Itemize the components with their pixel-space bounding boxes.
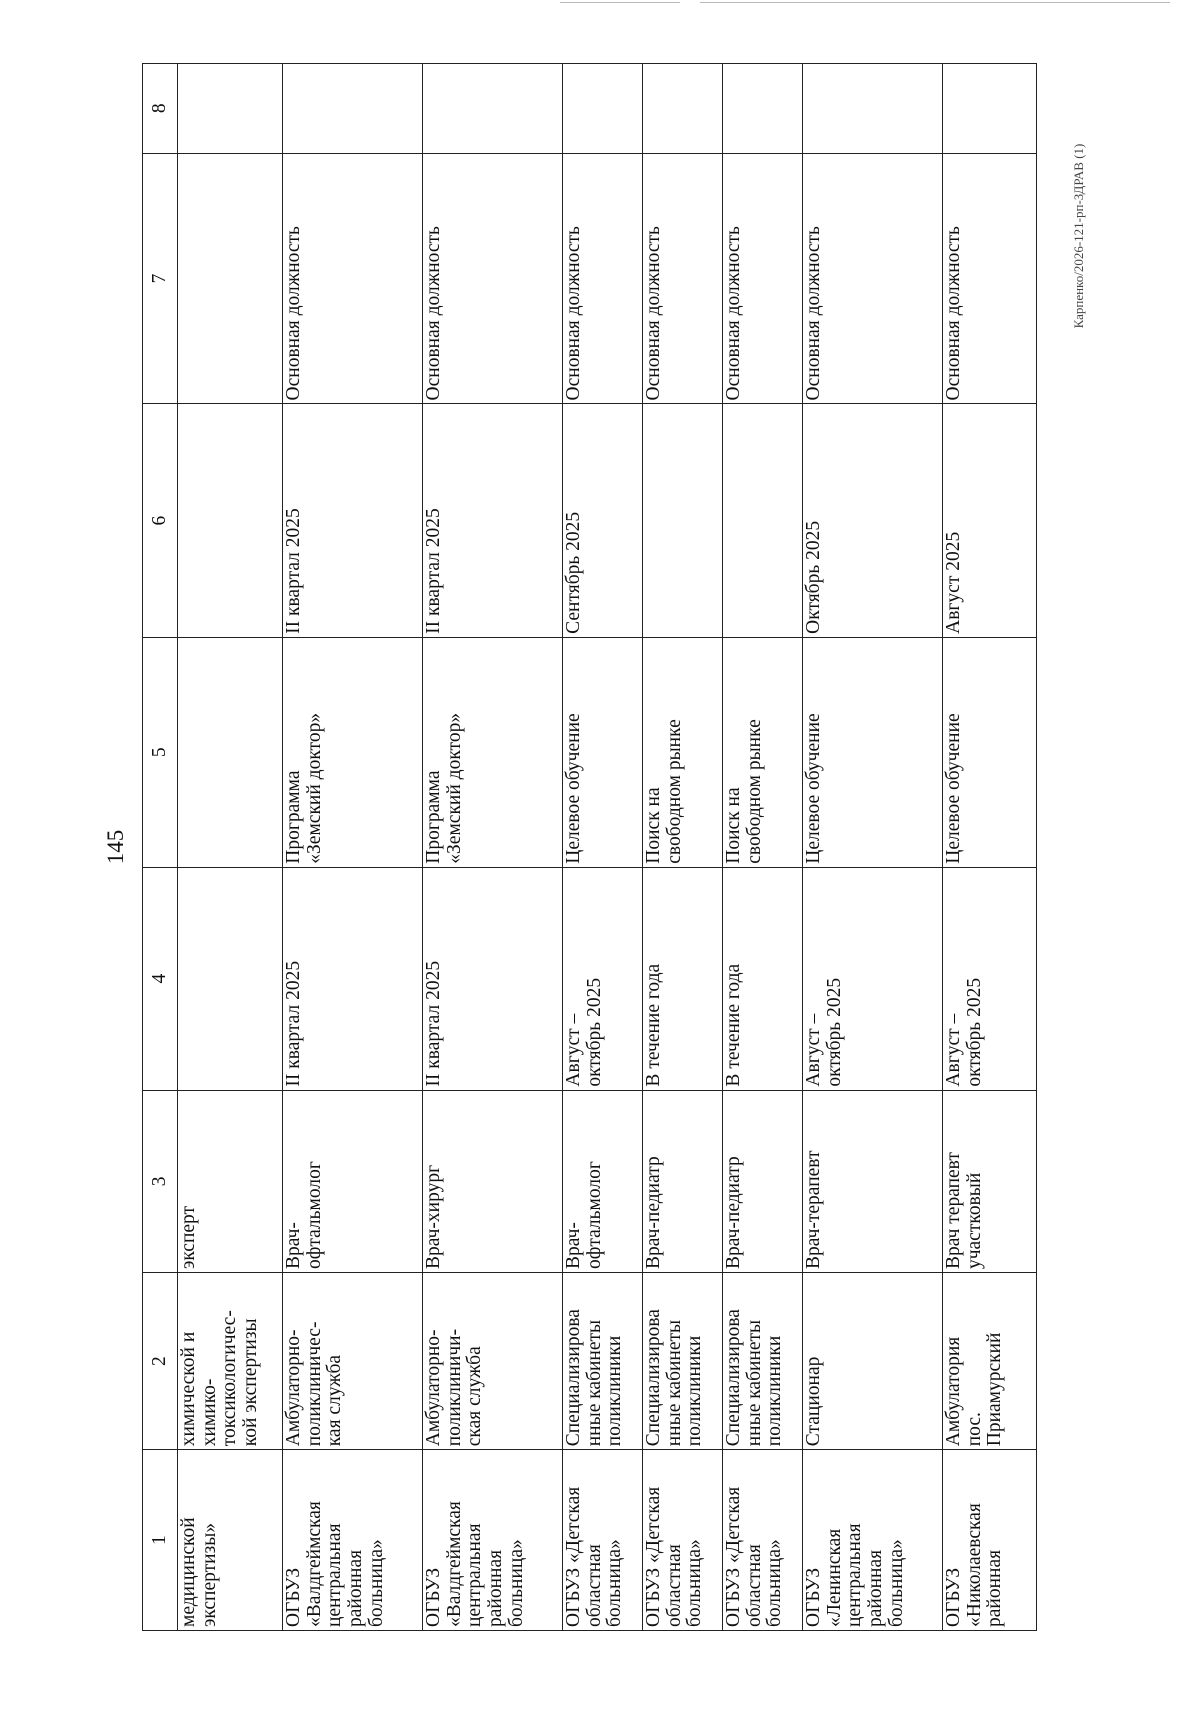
cell-organization: ОГБУЗ «Детская областная больница» <box>563 1450 643 1631</box>
cell-method: Поиск на свободном рынке <box>643 637 723 867</box>
table-row <box>283 64 423 1631</box>
cell-method: Программа «Земский доктор» <box>423 637 563 867</box>
cell-employment-type <box>178 153 283 404</box>
cell-employment-type: Основная должность <box>723 153 803 404</box>
cell-period: II квартал 2025 <box>283 867 423 1090</box>
cell-organization: ОГБУЗ «Валдгеймская центральная районная больница» <box>423 1450 563 1631</box>
cell-employment-type: Основная должность <box>283 153 423 404</box>
cell-note <box>563 64 643 154</box>
cell-position: Врач-педиатр <box>723 1090 803 1272</box>
cell-period: В течение года <box>643 867 723 1090</box>
table-row <box>943 64 1037 1631</box>
cell-start-date <box>178 404 283 637</box>
cell-organization: медицинской экспертизы» <box>178 1450 283 1631</box>
cell-department: Специализирова нные кабинеты поликлиники <box>563 1273 643 1450</box>
table-row <box>563 64 643 1631</box>
cell-method: Целевое обучение <box>803 637 943 867</box>
table-header-row <box>143 64 178 1631</box>
cell-department: Амбулаторно- поликлиничи- ская служба <box>423 1273 563 1450</box>
cell-note <box>803 64 943 154</box>
table-row <box>643 64 723 1631</box>
column-number: 2 <box>143 1273 178 1450</box>
cell-start-date: Октябрь 2025 <box>803 404 943 637</box>
cell-period <box>178 867 283 1090</box>
table-row <box>803 64 943 1631</box>
document-code: Карпенко/2026-121-рп-ЗДРАВ (1) <box>1071 143 1086 329</box>
cell-method: Целевое обучение <box>943 637 1037 867</box>
scan-edge-line <box>560 2 680 3</box>
scan-edge-line <box>700 2 1170 3</box>
cell-department: Специализирова нные кабинеты поликлиники <box>643 1273 723 1450</box>
cell-employment-type: Основная должность <box>943 153 1037 404</box>
cell-start-date: Сентябрь 2025 <box>563 404 643 637</box>
cell-method: Поиск на свободном рынке <box>723 637 803 867</box>
column-number: 6 <box>143 404 178 637</box>
cell-period: В течение года <box>723 867 803 1090</box>
cell-department: химической и химико- токсикологичес- кой экспертизы <box>178 1273 283 1450</box>
cell-employment-type: Основная должность <box>563 153 643 404</box>
cell-department: Специализирова нные кабинеты поликлиники <box>723 1273 803 1450</box>
column-number: 3 <box>143 1090 178 1272</box>
column-number: 8 <box>143 64 178 154</box>
cell-organization: ОГБУЗ «Ленинская центральная районная больница» <box>803 1450 943 1631</box>
cell-start-date <box>643 404 723 637</box>
cell-department: Амбулаторно- поликлиничес- кая служба <box>283 1273 423 1450</box>
cell-position: Врач- офтальмолог <box>563 1090 643 1272</box>
table-row <box>178 64 283 1631</box>
cell-period: Август – октябрь 2025 <box>803 867 943 1090</box>
cell-start-date <box>723 404 803 637</box>
cell-method: Целевое обучение <box>563 637 643 867</box>
table-row <box>723 64 803 1631</box>
page-number: 145 <box>103 829 128 865</box>
cell-organization: ОГБУЗ «Николаевская районная <box>943 1450 1037 1631</box>
column-number: 4 <box>143 867 178 1090</box>
cell-employment-type: Основная должность <box>423 153 563 404</box>
cell-position: Врач-хирург <box>423 1090 563 1272</box>
staffing-table-container <box>142 63 1035 1631</box>
cell-start-date: II квартал 2025 <box>423 404 563 637</box>
cell-period: Август – октябрь 2025 <box>943 867 1037 1090</box>
cell-note <box>723 64 803 154</box>
cell-organization: ОГБУЗ «Детская областная больница» <box>643 1450 723 1631</box>
cell-method <box>178 637 283 867</box>
cell-note <box>943 64 1037 154</box>
cell-note <box>178 64 283 154</box>
cell-start-date: Август 2025 <box>943 404 1037 637</box>
cell-note <box>423 64 563 154</box>
cell-period: II квартал 2025 <box>423 867 563 1090</box>
cell-position: Врач- офтальмолог <box>283 1090 423 1272</box>
column-number: 1 <box>143 1450 178 1631</box>
cell-position: Врач-педиатр <box>643 1090 723 1272</box>
column-number: 7 <box>143 153 178 404</box>
column-number: 5 <box>143 637 178 867</box>
table-row <box>423 64 563 1631</box>
cell-organization: ОГБУЗ «Валдгеймская центральная районная больница» <box>283 1450 423 1631</box>
cell-employment-type: Основная должность <box>803 153 943 404</box>
cell-organization: ОГБУЗ «Детская областная больница» <box>723 1450 803 1631</box>
cell-note <box>643 64 723 154</box>
cell-method: Программа «Земский доктор» <box>283 637 423 867</box>
cell-employment-type: Основная должность <box>643 153 723 404</box>
cell-start-date: II квартал 2025 <box>283 404 423 637</box>
cell-period: Август – октябрь 2025 <box>563 867 643 1090</box>
cell-position: Врач-терапевт <box>803 1090 943 1272</box>
cell-position: Врач терапевт участковый <box>943 1090 1037 1272</box>
staffing-table <box>142 63 1037 1631</box>
cell-department: Стационар <box>803 1273 943 1450</box>
cell-department: Амбулатория пос. Приамурский <box>943 1273 1037 1450</box>
cell-note <box>283 64 423 154</box>
cell-position: эксперт <box>178 1090 283 1272</box>
